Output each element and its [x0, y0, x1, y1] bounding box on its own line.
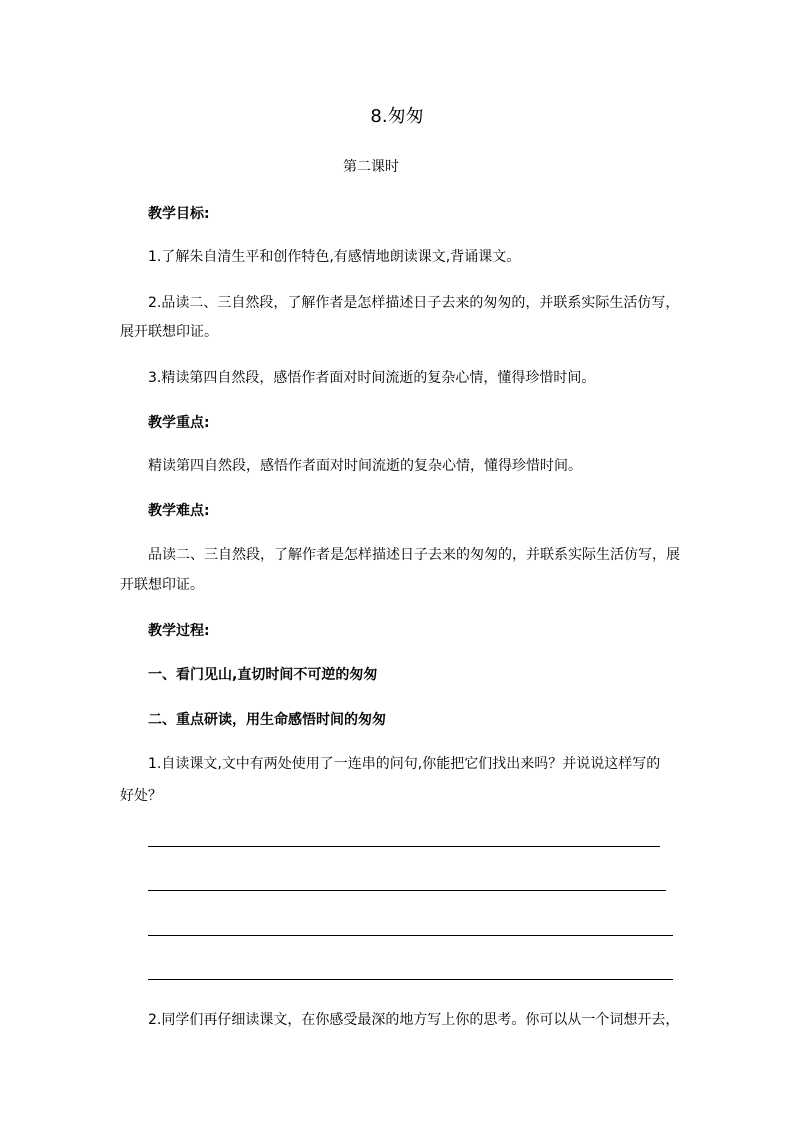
document-title: 8.匆匆 — [370, 106, 424, 127]
goal-2-line-1: 2.品读二、三自然段，了解作者是怎样描述日子去来的匆匆的，并联系实际生活仿写， — [148, 295, 680, 311]
teaching-goals-heading: 教学目标: — [148, 206, 210, 222]
process-step-1: 一、看门见山,直切时间不可逆的匆匆 — [148, 667, 378, 683]
teaching-process-heading: 教学过程: — [148, 623, 210, 639]
goal-2-line-2: 展开联想印证。 — [120, 324, 218, 340]
lesson-period: 第二课时 — [343, 159, 399, 175]
answer-line[interactable] — [148, 935, 673, 936]
teaching-key-heading: 教学重点: — [148, 415, 210, 431]
answer-line[interactable] — [148, 846, 660, 847]
difficulty-line-1: 品读二、三自然段，了解作者是怎样描述日子去来的匆匆的，并联系实际生活仿写，展 — [148, 547, 680, 563]
question-1-line-1: 1.自读课文,文中有两处使用了一连串的问句,你能把它们找出来吗？并说说这样写的 — [148, 756, 661, 772]
goal-1: 1.了解朱自清生平和创作特色,有感情地朗读课文,背诵课文。 — [148, 249, 521, 265]
difficulty-line-2: 开联想印证。 — [120, 577, 204, 593]
goal-3: 3.精读第四自然段，感悟作者面对时间流逝的复杂心情，懂得珍惜时间。 — [148, 370, 596, 386]
answer-line[interactable] — [148, 979, 673, 980]
process-step-2: 二、重点研读，用生命感悟时间的匆匆 — [148, 712, 386, 728]
question-2-line-1: 2.同学们再仔细读课文，在你感受最深的地方写上你的思考。你可以从一个词想开去， — [148, 1012, 680, 1028]
teaching-key-text: 精读第四自然段，感悟作者面对时间流逝的复杂心情，懂得珍惜时间。 — [148, 458, 582, 474]
teaching-difficulty-heading: 教学难点: — [148, 503, 210, 519]
answer-line[interactable] — [148, 890, 666, 891]
question-1-line-2: 好处？ — [120, 788, 162, 804]
